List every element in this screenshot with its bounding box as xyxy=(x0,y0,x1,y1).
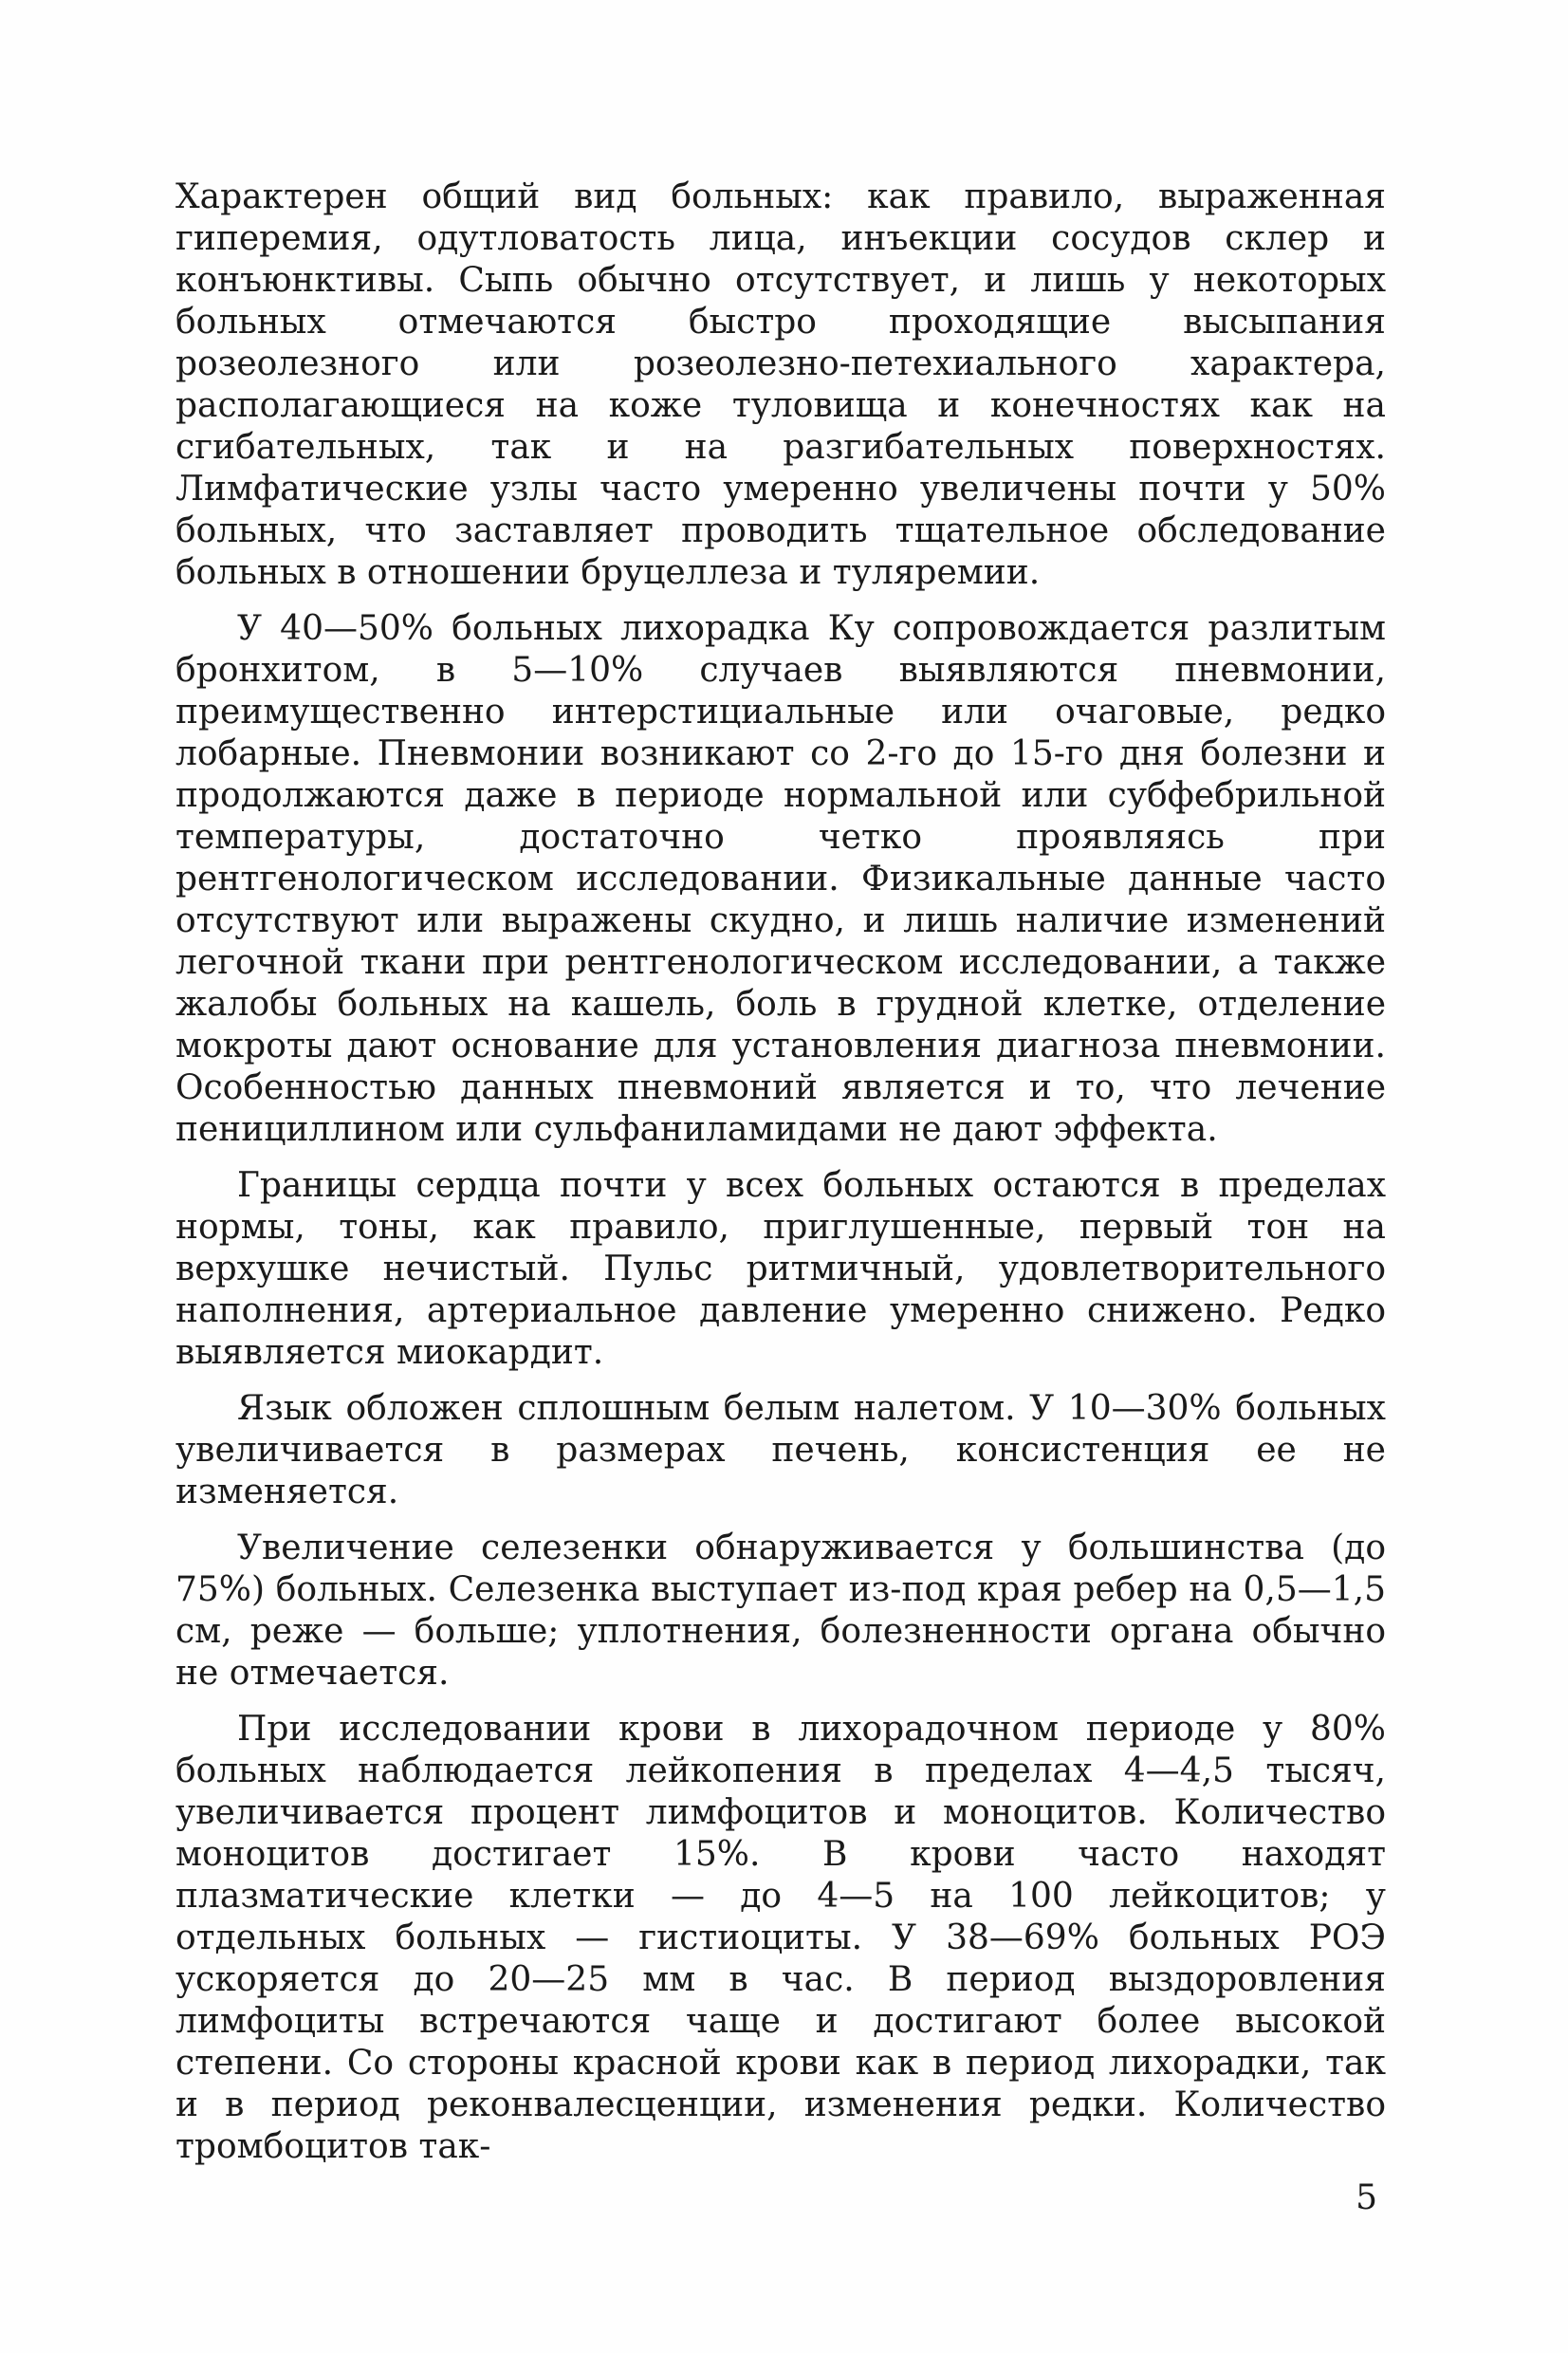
paragraph-bronchitis-pneumonia: У 40—50% больных лихорадка Ку сопровождается разлитым бронхитом, в 5—10% случаев выявляются пневмонии, преимущественно интерстициальные или очаговые, редко лобарные. Пневмонии возникают со 2-го до 15-го дня болезни и продолжаются даже в периоде нормальной или субфебрильной температуры, достаточно четко проявляясь при рентгенологическом исследовании. Физикальные данные часто отсутствуют или выражены скудно, и лишь наличие изменений легочной ткани при рентгенологическом исследовании, а также жалобы больных на кашель, боль в грудной клетке, отделение мокроты дают основание для установления диагноза пневмонии. Особенностью данных пневмоний является и то, что лечение пенициллином или сульфаниламидами не дают эффекта. xyxy=(175,609,1386,1149)
paragraph-blood: При исследовании крови в лихорадочном периоде у 80% больных наблюдается лейкопения в пределах 4—4,5 тысяч, увеличивается процент лимфоцитов и моноцитов. Количество моноцитов достигает 15%. В крови часто находят плазматические клетки — до 4—5 на 100 лейкоцитов; у отдельных больных — гистиоциты. У 38—69% больных РОЭ ускоряется до 20—25 мм в час. В период выздоровления лимфоциты встречаются чаще и достигают более высокой степени. Со стороны красной крови как в период лихорадки, так и в период реконвалесценции, изменения редки. Количество тромбоцитов так- xyxy=(175,1710,1386,2166)
body-text xyxy=(175,176,1386,2168)
page-number: 5 xyxy=(1356,2178,1377,2217)
paragraph-tongue-liver: Язык обложен сплошным белым налетом. У 10—30% больных увеличивается в размерах печень, консистенция ее не изменяется. xyxy=(175,1389,1386,1511)
paragraph-spleen: Увеличение селезенки обнаруживается у большинства (до 75%) больных. Селезенка выступает из-под края ребер на 0,5—1,5 см, реже — больше; уплотнения, болезненности органа обычно не отмечается. xyxy=(175,1529,1386,1693)
paragraph-heart: Границы сердца почти у всех больных остаются в пределах нормы, тоны, как правило, приглушенные, первый тон на верхушке нечистый. Пульс ритмичный, удовлетворительного наполнения, артериальное давление умеренно снижено. Редко выявляется миокардит. xyxy=(175,1166,1386,1372)
paragraph-general-appearance: Характерен общий вид больных: как правило, выраженная гиперемия, одутловатость лица, инъекции сосудов склер и конъюнктивы. Сыпь обычно отсутствует, и лишь у некоторых больных отмечаются быстро проходящие высыпания розеолезного или розеолезно-петехиального характера, располагающиеся на коже туловища и конечностях как на сгибательных, так и на разгибательных поверхностях. Лимфатические узлы часто умеренно увеличены почти у 50% больных, что заставляет проводить тщательное обследование больных в отношении бруцеллеза и туляремии. xyxy=(175,177,1386,592)
